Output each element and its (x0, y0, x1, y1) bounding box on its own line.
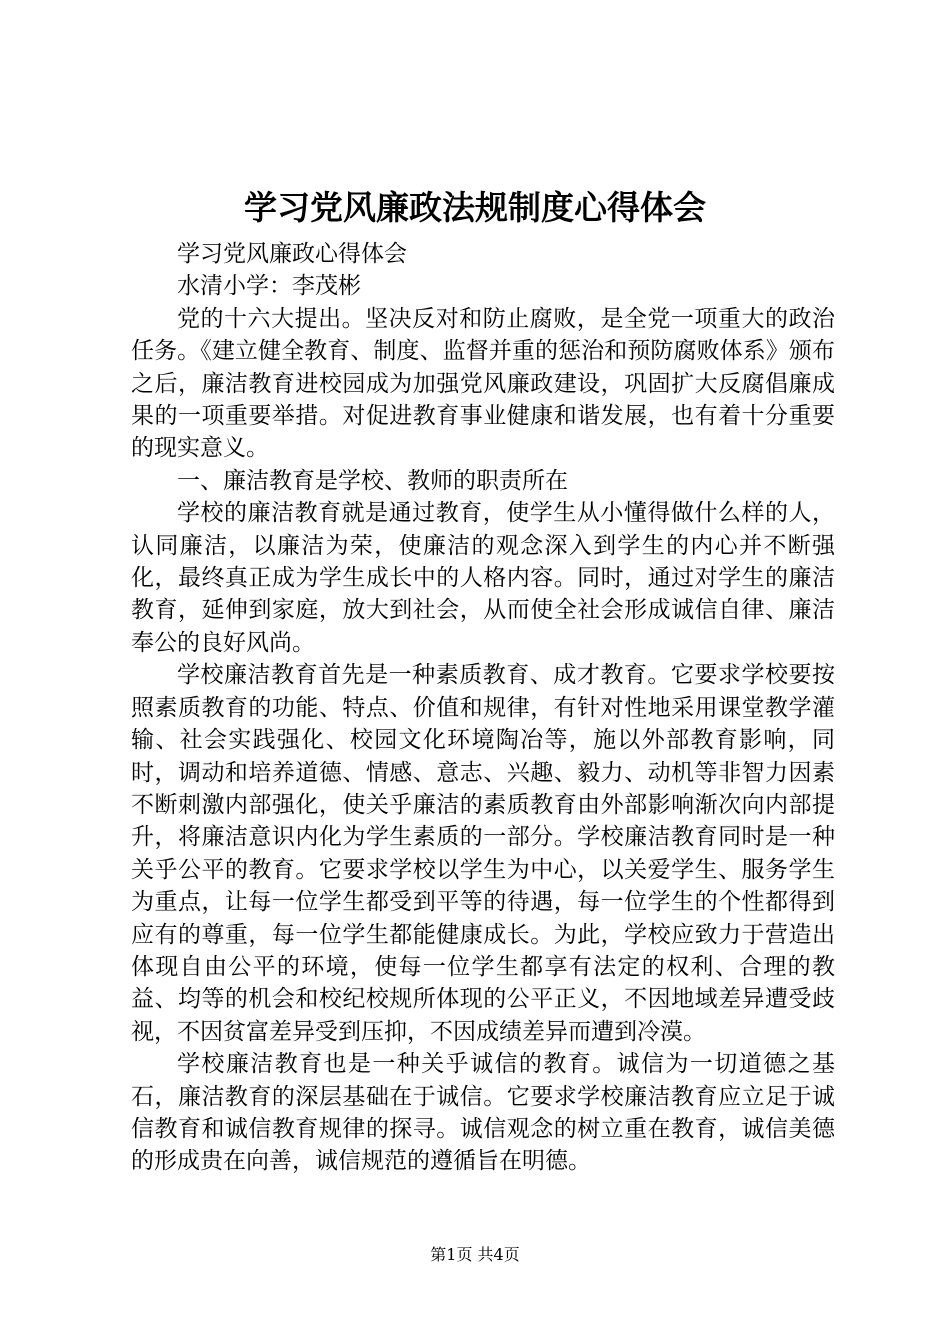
document-body (131, 238, 835, 1178)
body-paragraph: 党的十六大提出。坚决反对和防止腐败，是全党一项重大的政治任务。《建立健全教育、制度、监督并重的惩治和预防腐败体系》颁布之后，廉洁教育进校园成为加强党风廉政建设，巩固扩大反腐倡廉成果的一项重要举措。对促进教育事业健康和谐发展，也有着十分重要的现实意义。 (131, 305, 835, 462)
document-title: 学习党风廉政法规制度心得体会 (244, 188, 706, 227)
page-footer: 第1页 共4页 (430, 1245, 520, 1264)
subtitle-paragraph: 学习党风廉政心得体会 (177, 241, 407, 267)
body-paragraph: 学校廉洁教育首先是一种素质教育、成才教育。它要求学校要按照素质教育的功能、特点、价值和规律，有针对性地采用课堂教学灌输、社会实践强化、校园文化环境陶冶等，施以外部教育影响，同时，调动和培养道德、情感、意志、兴趣、毅力、动机等非智力因素不断刺激内部强化，使关乎廉洁的素质教育由外部影响渐次向内部提升，将廉洁意识内化为学生素质的一部分。学校廉洁教育同时是一种关乎公平的教育。它要求学校以学生为中心，以关爱学生、服务学生为重点，让每一位学生都受到平等的待遇，每一位学生的个性都得到应有的尊重，每一位学生都能健康成长。为此，学校应致力于营造出体现自由公平的环境，使每一位学生都享有法定的权利、合理的教益、均等的机会和校纪校规所体现的公平正义，不因地域差异遭受歧视，不因贫富差异受到压抑，不因成绩差异而遭到冷漠。 (131, 662, 835, 1045)
author-paragraph: 水清小学：李茂彬 (177, 273, 361, 300)
section-heading: 一、廉洁教育是学校、教师的职责所在 (177, 467, 568, 494)
body-paragraph: 学校的廉洁教育就是通过教育，使学生从小懂得做什么样的人，认同廉洁，以廉洁为荣，使廉洁的观念深入到学生的内心并不断强化，最终真正成为学生成长中的人格内容。同时，通过对学生的廉洁教育，延伸到家庭，放大到社会，从而使全社会形成诚信自律、廉洁奉公的良好风尚。 (131, 500, 835, 656)
body-paragraph: 学校廉洁教育也是一种关乎诚信的教育。诚信为一切道德之基石，廉洁教育的深层基础在于诚信。它要求学校廉洁教育应立足于诚信教育和诚信教育规律的探寻。诚信观念的树立重在教育，诚信美德的形成贵在向善，诚信规范的遵循旨在明德。 (131, 1051, 835, 1175)
